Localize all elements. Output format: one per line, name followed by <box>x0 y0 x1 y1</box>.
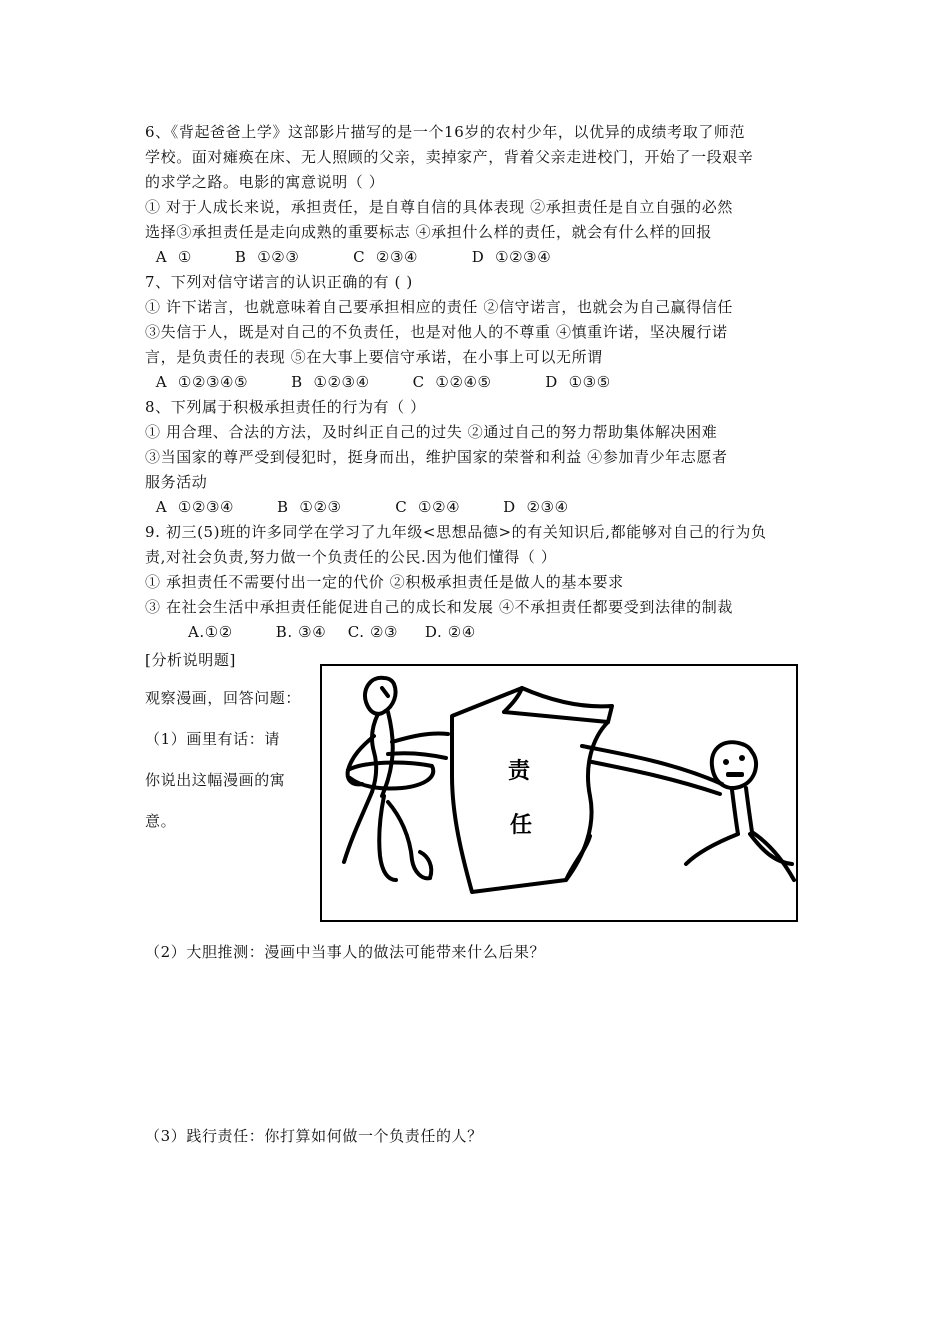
cartoon-drawing <box>322 666 796 920</box>
q9-line: 9. 初三(5)班的许多同学在学习了九年级<思想品德>的有关知识后,都能够对自己的行为负 <box>145 523 767 541</box>
q1-line: 意。 <box>145 812 177 830</box>
cartoon-label-ren: 任 <box>510 813 533 838</box>
q8-line: 8、下列属于积极承担责任的行为有（ ） <box>145 398 426 416</box>
q9-line: ① 承担责任不需要付出一定的代价 ②积极承担责任是做人的基本要求 <box>145 573 624 591</box>
question-7 <box>145 270 815 395</box>
q6-line: 学校。面对瘫痪在床、无人照顾的父亲，卖掉家产，背着父亲走进校门，开始了一段艰辛 <box>145 148 754 166</box>
q7-line: ① 许下诺言，也就意味着自己要承担相应的责任 ②信守诺言，也就会为自己赢得信任 <box>145 298 733 316</box>
q9-line: 责,对社会负责,努力做一个负责任的公民.因为他们懂得（ ） <box>145 548 557 566</box>
q9-options: A.①② B. ③④ C. ②③ D. ②④ <box>145 623 476 641</box>
q6-options: A ① B ①②③ C ②③④ D ①②③④ <box>145 248 552 266</box>
q1-line: （1）画里有话：请 <box>145 730 280 748</box>
q7-line: 言，是负责任的表现 ⑤在大事上要信守承诺，在小事上可以无所谓 <box>145 348 603 366</box>
q8-line: ① 用合理、合法的方法，及时纠正自己的过失 ②通过自己的努力帮助集体解决困难 <box>145 423 718 441</box>
question-8 <box>145 395 815 520</box>
cartoon-image <box>320 664 798 922</box>
q8-line: 服务活动 <box>145 473 208 491</box>
question-2-prompt: （2）大胆推测：漫画中当事人的做法可能带来什么后果？ <box>145 943 546 961</box>
analysis-intro: 观察漫画，回答问题： <box>145 689 302 707</box>
question-6 <box>145 120 815 270</box>
cartoon-label-ze: 责 <box>508 759 531 784</box>
q8-line: ③当国家的尊严受到侵犯时，挺身而出，维护国家的荣誉和利益 ④参加青少年志愿者 <box>145 448 728 466</box>
q1-line: 你说出这幅漫画的寓 <box>145 771 286 789</box>
q6-line: ① 对于人成长来说，承担责任，是自尊自信的具体表现 ②承担责任是自立自强的必然 <box>145 198 733 216</box>
q6-line: 6、《背起爸爸上学》这部影片描写的是一个16岁的农村少年，以优异的成绩考取了师范 <box>145 123 746 141</box>
q7-line: 7、下列对信守诺言的认识正确的有 ( ) <box>145 273 413 291</box>
question-list <box>145 120 815 645</box>
q6-line: 选择③承担责任是走向成熟的重要标志 ④承担什么样的责任，就会有什么样的回报 <box>145 223 712 241</box>
analysis-heading: [分析说明题] <box>145 651 236 669</box>
question-3-prompt: （3）践行责任：你打算如何做一个负责任的人？ <box>145 1127 483 1145</box>
question-9 <box>145 520 815 645</box>
q9-line: ③ 在社会生活中承担责任能促进自己的成长和发展 ④不承担责任都要受到法律的制裁 <box>145 598 733 616</box>
q7-options: A ①②③④⑤ B ①②③④ C ①②④⑤ D ①③⑤ <box>145 373 611 391</box>
q6-line: 的求学之路。电影的寓意说明（ ） <box>145 173 385 191</box>
q8-options: A ①②③④ B ①②③ C ①②④ D ②③④ <box>145 498 569 516</box>
q7-line: ③失信于人，既是对自己的不负责任，也是对他人的不尊重 ④慎重许诺，坚决履行诺 <box>145 323 728 341</box>
cartoon-prompt <box>145 666 305 842</box>
